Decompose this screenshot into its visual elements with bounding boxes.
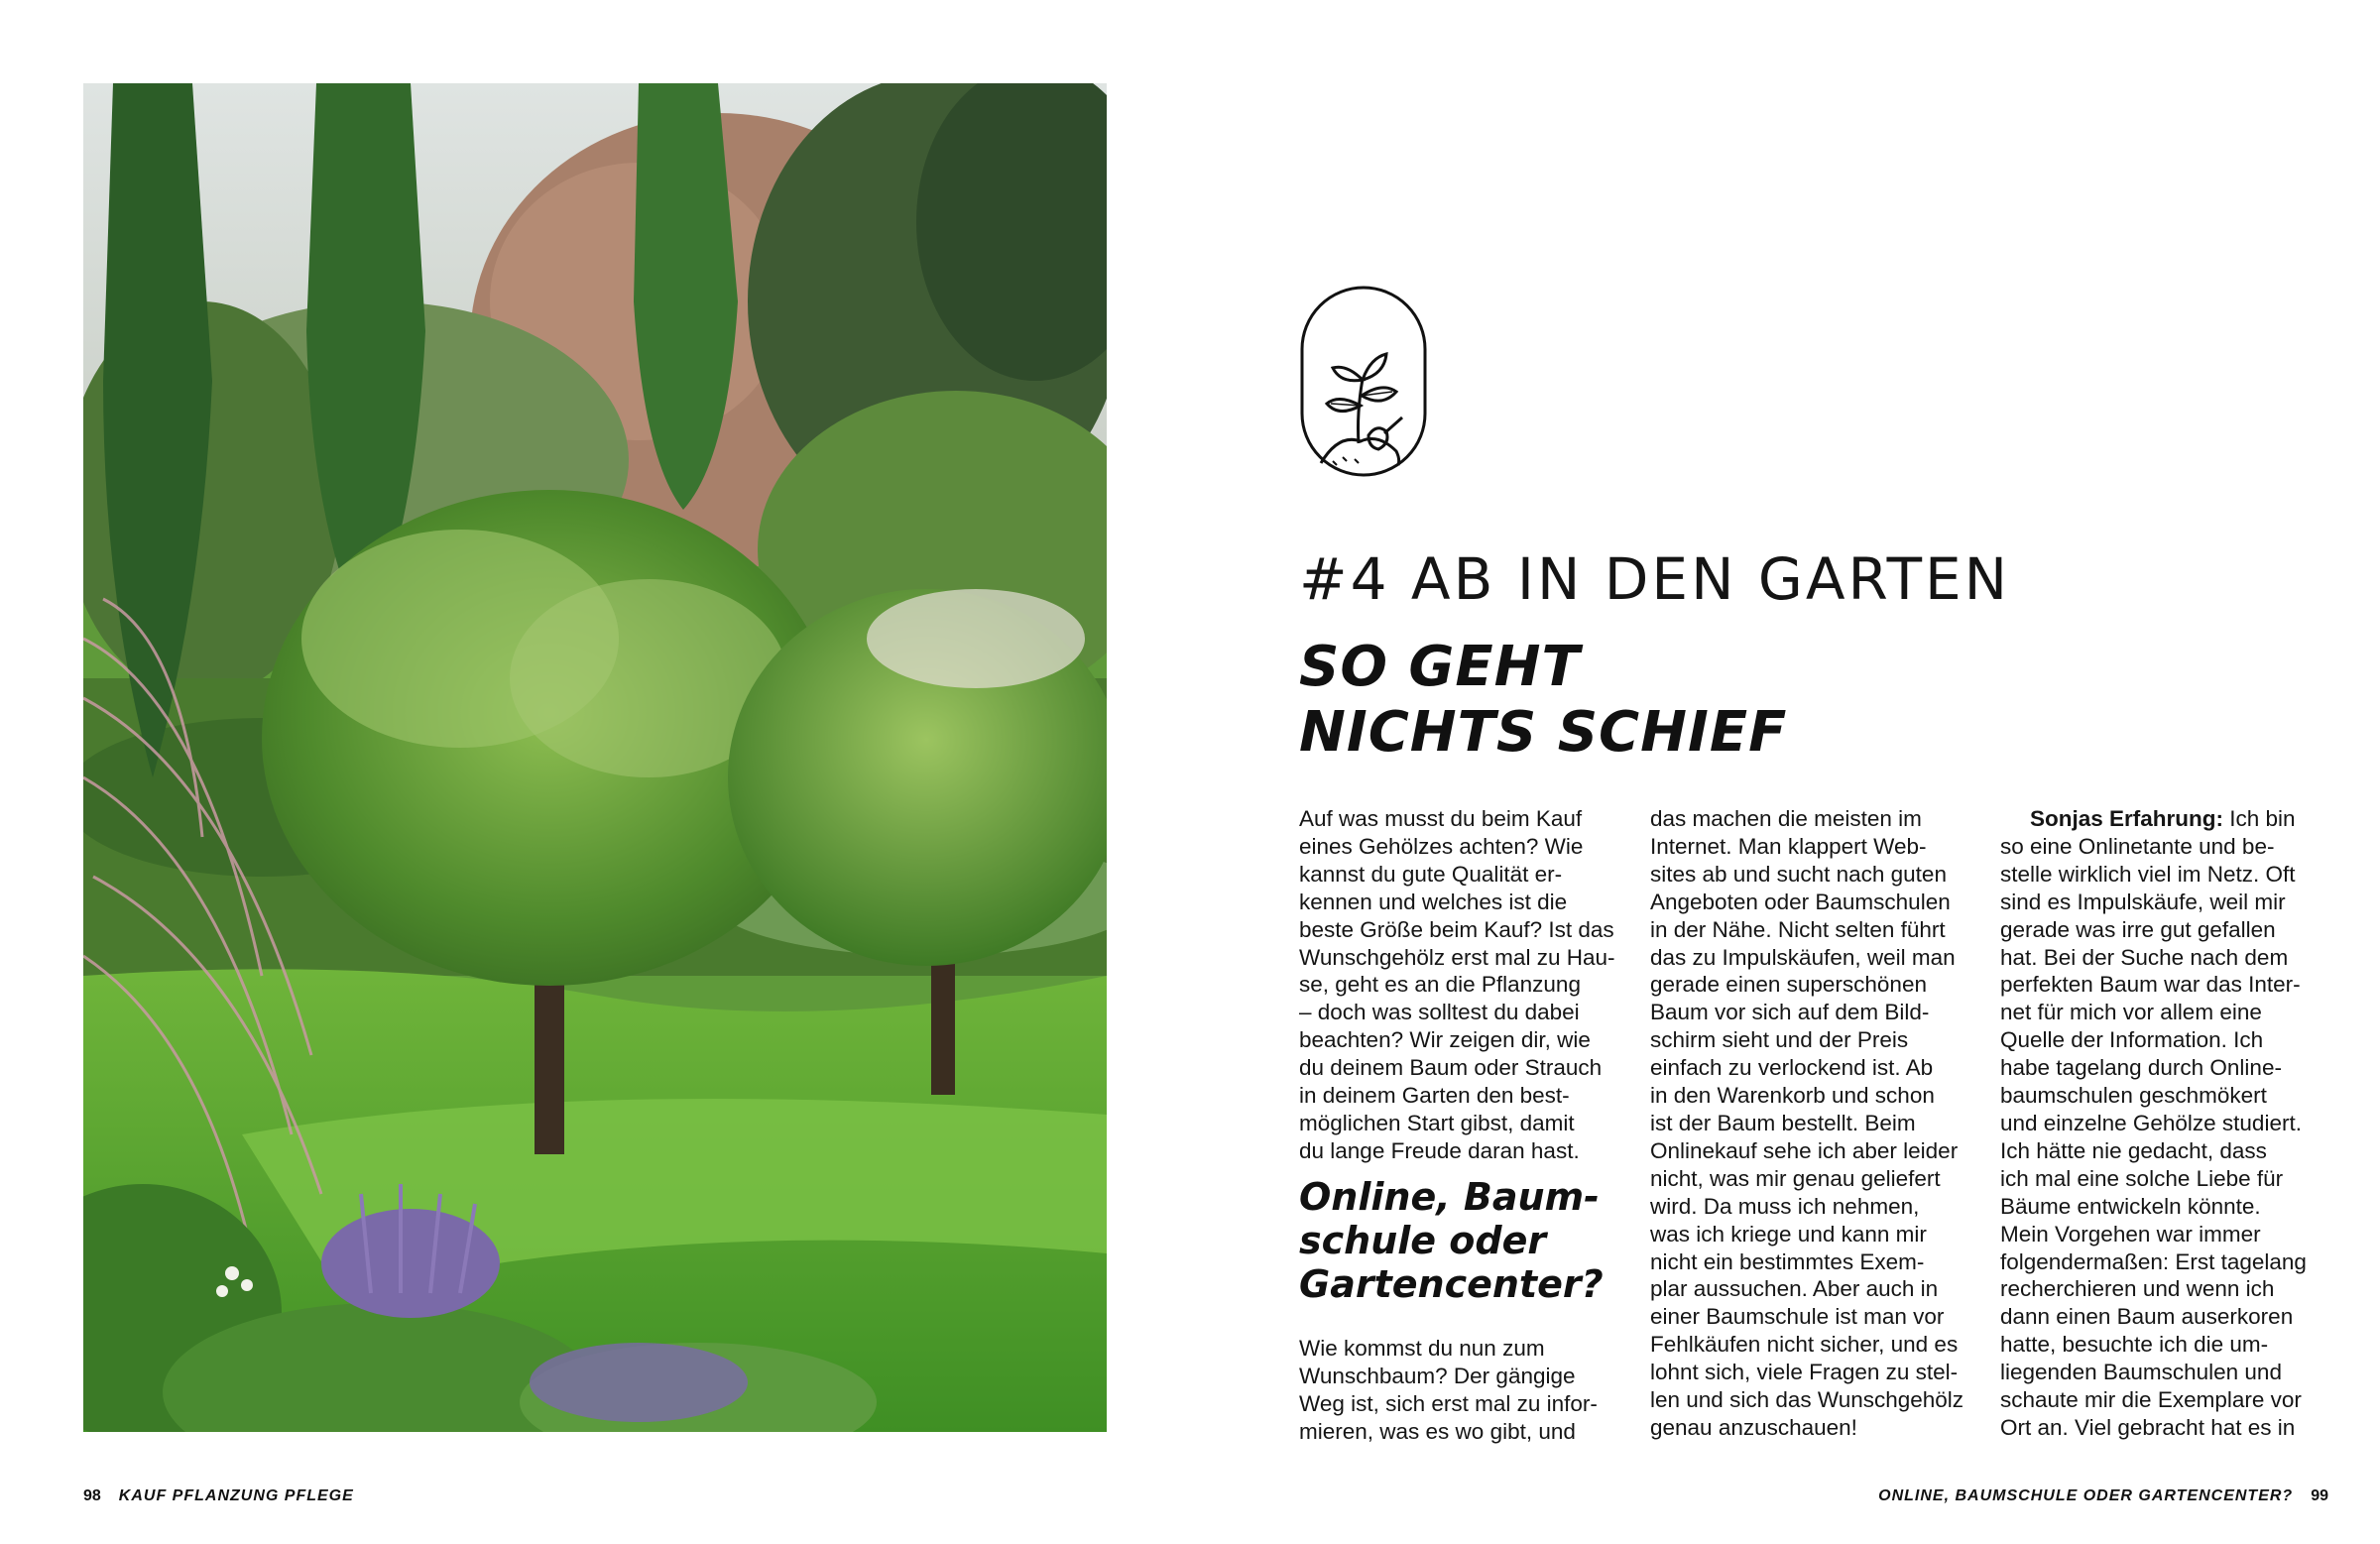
text-line: Mein Vorgehen war immer <box>2000 1221 2261 1247</box>
text-line: liegenden Baumschulen und <box>2000 1360 2282 1385</box>
text-line: gerade was irre gut gefallen <box>2000 916 2276 942</box>
text-line: dann einen Baum auserkoren <box>2000 1304 2294 1330</box>
text-line: das zu Impulskäufen, weil man <box>1650 944 1956 970</box>
body-paragraph <box>1299 1335 1631 1446</box>
text-line: Ich hätte nie gedacht, dass <box>2000 1137 2267 1163</box>
text-line: Angeboten oder Baumschulen <box>1650 889 1951 914</box>
text-fragment: Ich bin <box>2223 806 2296 831</box>
garden-photo-illustration <box>83 83 1107 1432</box>
text-line: ich mal eine solche Liebe für <box>2000 1165 2284 1191</box>
text-line: Internet. Man klappert Web- <box>1650 833 1927 859</box>
running-footer-left: KAUF PFLANZUNG PFLEGE <box>118 1487 354 1504</box>
text-line: möglichen Start gibst, damit <box>1299 1110 1575 1135</box>
text-column-3 <box>2000 805 2332 1442</box>
text-line: schirm sieht und der Preis <box>1650 1027 1909 1053</box>
text-line: Wunschbaum? Der gängige <box>1299 1363 1576 1388</box>
text-line: sind es Impulskäufe, weil mir <box>2000 889 2286 914</box>
text-line: eines Gehölzes achten? Wie <box>1299 833 1584 859</box>
text-line: beste Größe beim Kauf? Ist das <box>1299 916 1614 942</box>
text-line: nicht ein bestimmtes Exem- <box>1650 1248 1925 1274</box>
text-line: einfach zu verlockend ist. Ab <box>1650 1055 1934 1081</box>
text-line: hatte, besuchte ich die um- <box>2000 1332 2269 1358</box>
text-line: habe tagelang durch Online- <box>2000 1055 2282 1081</box>
text-line: nicht, was mir genau geliefert <box>1650 1165 1941 1191</box>
text-line: sites ab und sucht nach guten <box>1650 861 1947 887</box>
subheading-line: schule oder <box>1299 1218 1547 1262</box>
headline-line: NICHTS SCHIEF <box>1299 700 1788 765</box>
text-line: du deinem Baum oder Strauch <box>1299 1055 1603 1081</box>
text-line: net für mich vor allem eine <box>2000 1000 2262 1025</box>
section-subheading <box>1299 1175 1631 1306</box>
text-line: beachten? Wir zeigen dir, wie <box>1299 1027 1591 1053</box>
experience-lead: Sonjas Erfahrung: <box>2030 806 2224 831</box>
text-line: einer Baumschule ist man vor <box>1650 1304 1945 1330</box>
text-line: lohnt sich, viele Fragen zu stel- <box>1650 1360 1959 1385</box>
text-line: Ort an. Viel gebracht hat es in <box>2000 1414 2296 1440</box>
text-line <box>2000 805 2332 833</box>
text-line: folgendermaßen: Erst tagelang <box>2000 1248 2307 1274</box>
text-line: und einzelne Gehölze studiert. <box>2000 1110 2302 1135</box>
text-line: perfekten Baum war das Inter- <box>2000 972 2301 998</box>
text-line: – doch was solltest du dabei <box>1299 1000 1580 1025</box>
running-footer-right: ONLINE, BAUMSCHULE ODER GARTENCENTER? <box>1878 1487 2294 1504</box>
sprout-icon <box>1299 285 1428 478</box>
text-line: Wie kommst du nun zum <box>1299 1335 1545 1361</box>
text-line: mieren, was es wo gibt, und <box>1299 1418 1576 1444</box>
text-line: in der Nähe. Nicht selten führt <box>1650 916 1946 942</box>
page-number-right: 99 <box>2311 1487 2328 1504</box>
text-column-2 <box>1650 805 1982 1442</box>
text-line: in den Warenkorb und schon <box>1650 1083 1935 1109</box>
text-line: wird. Da muss ich nehmen, <box>1650 1193 1920 1219</box>
text-line: Quelle der Information. Ich <box>2000 1027 2264 1053</box>
page-number-left: 98 <box>83 1487 101 1504</box>
headline <box>1299 635 1787 766</box>
text-line: schaute mir die Exemplare vor <box>2000 1387 2302 1413</box>
text-column-1 <box>1299 805 1631 1445</box>
text-line: se, geht es an die Pflanzung <box>1299 972 1581 998</box>
text-line: hat. Bei der Suche nach dem <box>2000 944 2289 970</box>
text-line: du lange Freude daran hast. <box>1299 1137 1580 1163</box>
chapter-emblem <box>1299 285 1428 478</box>
text-line: Fehlkäufen nicht sicher, und es <box>1650 1332 1959 1358</box>
text-line: recherchieren und wenn ich <box>2000 1276 2275 1302</box>
subheading-line: Online, Baum- <box>1299 1174 1600 1219</box>
text-line: Baum vor sich auf dem Bild- <box>1650 1000 1930 1025</box>
text-line: in deinem Garten den best- <box>1299 1083 1570 1109</box>
text-line: Bäume entwickeln könnte. <box>2000 1193 2261 1219</box>
text-line: stelle wirklich viel im Netz. Oft <box>2000 861 2296 887</box>
text-line: ist der Baum bestellt. Beim <box>1650 1110 1916 1135</box>
intro-paragraph <box>1299 805 1631 1165</box>
footer-left <box>83 1487 354 1505</box>
text-line: kennen und welches ist die <box>1299 889 1568 914</box>
text-line: Auf was musst du beim Kauf <box>1299 806 1583 831</box>
text-line: was ich kriege und kann mir <box>1650 1221 1927 1247</box>
text-line: Weg ist, sich erst mal zu infor- <box>1299 1390 1598 1416</box>
text-line: len und sich das Wunschgehölz <box>1650 1387 1964 1413</box>
text-line: kannst du gute Qualität er- <box>1299 861 1563 887</box>
text-line: plar aussuchen. Aber auch in <box>1650 1276 1939 1302</box>
text-line: genau anzuschauen! <box>1650 1414 1857 1440</box>
text-line: gerade einen superschönen <box>1650 972 1927 998</box>
text-line: so eine Onlinetante und be- <box>2000 833 2275 859</box>
text-line: Wunschgehölz erst mal zu Hau- <box>1299 944 1615 970</box>
subheading-line: Gartencenter? <box>1299 1261 1604 1306</box>
headline-line: SO GEHT <box>1299 635 1581 699</box>
text-line: Onlinekauf sehe ich aber leider <box>1650 1137 1959 1163</box>
garden-photo <box>83 83 1107 1432</box>
footer-right <box>1878 1487 2328 1505</box>
text-line: das machen die meisten im <box>1650 806 1922 831</box>
experience-paragraph <box>2000 805 2332 1442</box>
body-paragraph <box>1650 805 1982 1442</box>
chapter-title: #4 AB IN DEN GARTEN <box>1299 545 2011 613</box>
text-line: baumschulen geschmökert <box>2000 1083 2267 1109</box>
